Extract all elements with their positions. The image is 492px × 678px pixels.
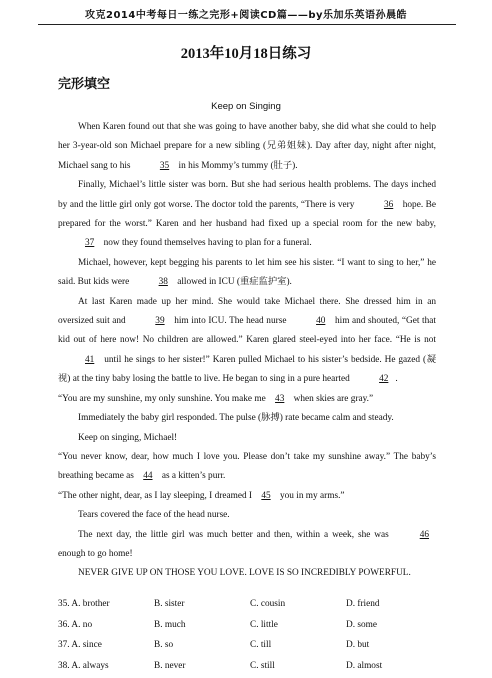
passage-paragraph — [58, 448, 436, 487]
blank-40: 40 — [316, 316, 326, 327]
passage-text: in his Mommy’s tummy (肚子). — [176, 160, 298, 171]
passage-text: until he sings to her sister!” Karen pulled Michael to his sister’s bedside. He gazed (凝视) at the tiny baby losing the battle to live. He began to sing in a pure hearted — [58, 354, 436, 385]
option-choice: 38. A. always — [58, 660, 109, 671]
passage-text: When Karen found out that she was going to have another baby, she did what she could to help her 3-year-old son Michael prepare for a new sibling (兄弟姐妹). Day after day, night after night, Michael sang to his — [58, 122, 436, 171]
blank-39: 39 — [155, 316, 165, 327]
option-choice: B. never — [154, 660, 186, 671]
passage-text: The next day, the little girl was much better and then, within a week, she was — [78, 529, 393, 540]
passage-title: Keep on Singing — [211, 101, 281, 112]
passage-paragraph — [58, 487, 436, 506]
passage-text: Michael, however, kept begging his parents to let him see his sister. “I want to sing to her,” he said. But kids were — [58, 257, 436, 288]
option-row — [58, 635, 458, 656]
option-choice: C. still — [250, 660, 275, 671]
passage-text: when skies are gray.” — [291, 393, 374, 404]
option-row — [58, 594, 458, 615]
blank-35: 35 — [159, 160, 170, 171]
blank-41: 41 — [85, 354, 95, 365]
passage-body — [58, 118, 436, 584]
passage-text: him and shouted, “Get that kid out of here now! No children are allowed.” Karen glared steel-eyed into her face. “He is not — [58, 316, 436, 346]
passage-paragraph — [58, 526, 436, 565]
passage-text: “You are my sunshine, my only sunshine. You make me — [58, 393, 269, 404]
document-header: 攻克2014中考每日一练之完形+阅读CD篇——by乐加乐英语孙晨皓 — [84, 10, 408, 21]
option-choice: 36. A. no — [58, 619, 93, 630]
passage-text: now they found themselves having to plan for a funeral. — [101, 238, 312, 249]
option-choice: D. but — [346, 640, 370, 651]
passage-paragraph — [58, 506, 436, 525]
passage-paragraph — [58, 118, 436, 176]
passage-text: Immediately the baby girl responded. The pulse (脉搏) rate became calm and steady. — [78, 413, 394, 424]
option-choice: C. cousin — [250, 599, 286, 610]
blank-42: 42 — [379, 374, 389, 385]
blank-46: 46 — [419, 529, 429, 540]
passage-paragraph — [58, 176, 436, 254]
passage-text: NEVER GIVE UP ON THOSE YOU LOVE. LOVE IS SO INCREDIBLY POWERFUL. — [78, 568, 411, 579]
option-choice: 35. A. brother — [58, 599, 110, 610]
option-choice: 37. A. since — [58, 640, 102, 651]
passage-text: “The other night, dear, as I lay sleeping, I dreamed I — [58, 490, 255, 501]
blank-37: 37 — [85, 238, 95, 249]
passage-paragraph — [58, 293, 436, 390]
passage-text: him into ICU. The head nurse — [171, 316, 290, 327]
date-title: 2013年10月18日练习 — [180, 46, 312, 62]
passage-text: allowed in ICU (重症监护室). — [174, 277, 292, 288]
passage-text: you in my arms.” — [277, 490, 345, 501]
blank-44: 44 — [143, 471, 153, 482]
option-row — [58, 615, 458, 636]
passage-paragraph — [58, 564, 436, 583]
passage-text: At last Karen made up her mind. She would take Michael there. She dressed him in an oversized suit and — [58, 296, 436, 327]
passage-paragraph — [58, 409, 436, 428]
answer-options — [58, 594, 458, 676]
blank-38: 38 — [158, 277, 168, 288]
option-choice: B. so — [154, 640, 174, 651]
option-choice: D. almost — [346, 660, 383, 671]
passage-text: . — [395, 374, 398, 385]
blank-36: 36 — [383, 199, 394, 210]
section-heading: 完形填空 — [58, 77, 111, 92]
passage-text: as a kitten’s purr. — [159, 471, 226, 482]
option-choice: B. much — [154, 619, 186, 630]
passage-text: “You never know, dear, how much I love you. Please don’t take my sunshine away.” The baby’s breathing became as — [58, 451, 436, 482]
passage-text: Keep on singing, Michael! — [78, 432, 178, 443]
option-choice: D. some — [346, 619, 377, 630]
passage-paragraph — [58, 390, 436, 409]
passage-paragraph — [58, 254, 436, 293]
option-choice: B. sister — [154, 599, 185, 610]
header-divider — [38, 24, 456, 25]
passage-text: Tears covered the face of the head nurse. — [78, 510, 230, 521]
passage-text: Finally, Michael’s little sister was born. But she had serious health problems. The days inched by and the little girl only got worse. The doctor told the parents, “There is very — [58, 180, 436, 210]
passage-text: hope. Be prepared for the worst.” Karen and her husband had fixed up a special room for the new baby, — [58, 199, 437, 230]
option-choice: C. little — [250, 619, 278, 630]
blank-43: 43 — [275, 393, 285, 404]
blank-45: 45 — [261, 490, 271, 501]
passage-text: enough to go home! — [58, 548, 133, 559]
option-row — [58, 656, 458, 677]
option-choice: C. till — [250, 640, 272, 651]
passage-paragraph — [58, 429, 436, 448]
option-choice: D. friend — [346, 599, 380, 610]
